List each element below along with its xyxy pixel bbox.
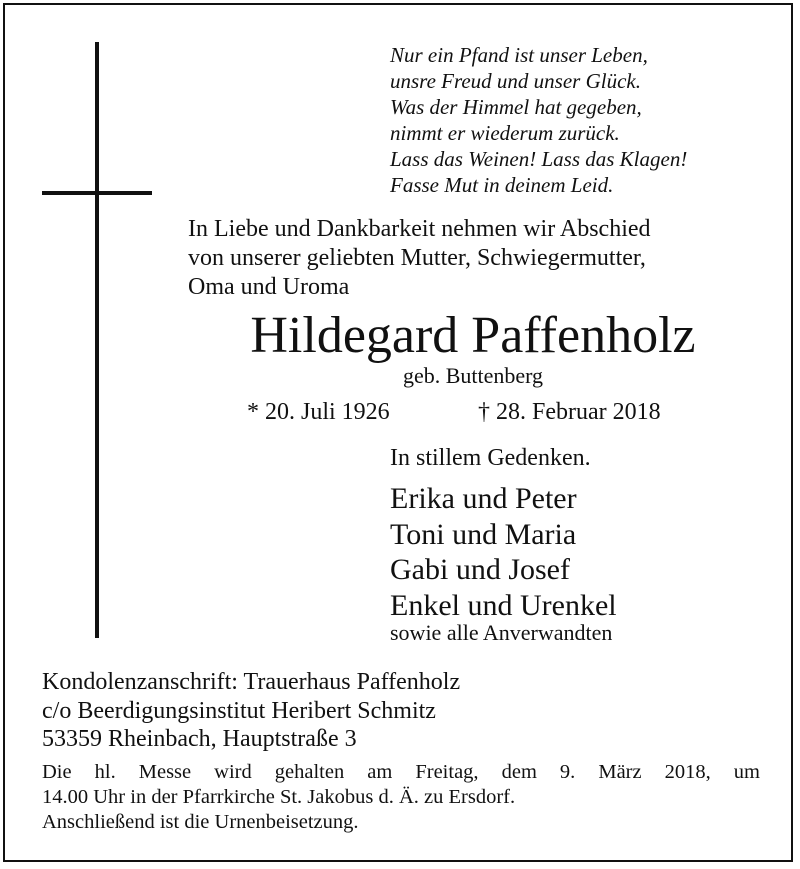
relatives-text: sowie alle Anverwandten: [390, 620, 613, 645]
intro-line: Oma und Uroma: [188, 274, 350, 300]
family-member: Gabi und Josef: [390, 553, 570, 586]
deceased-name: Hildegard Paffenholz: [250, 307, 696, 364]
birth-name: geb. Buttenberg: [402, 363, 544, 388]
poem-line: Lass das Weinen! Lass das Klagen!: [390, 147, 688, 171]
birth-date: * 20. Juli 1926: [247, 399, 390, 425]
family-member: Toni und Maria: [390, 517, 577, 551]
family-list: [390, 481, 617, 623]
intro-line: In Liebe und Dankbarkeit nehmen wir Abschied: [188, 216, 651, 242]
family-member: Enkel und Urenkel: [390, 588, 617, 622]
mass-line: Anschließend ist die Urnenbeisetzung.: [42, 811, 359, 833]
mass-line: 14.00 Uhr in der Pfarrkirche St. Jakobus d. Ä. zu Ersdorf.: [42, 786, 516, 808]
poem-line: Fasse Mut in deinem Leid.: [390, 173, 614, 197]
intro-text: [188, 215, 778, 302]
mass-notice: [42, 760, 760, 835]
address-line: Kondolenzanschrift: Trauerhaus Paffenholz: [42, 669, 461, 695]
cross-horizontal-bar: [42, 191, 152, 195]
poem: [390, 42, 780, 198]
death-date: † 28. Februar 2018: [478, 399, 661, 425]
poem-line: Was der Himmel hat gegeben,: [390, 95, 642, 119]
remembrance-text: In stillem Gedenken.: [390, 445, 591, 471]
condolence-address: [42, 668, 782, 754]
intro-line: von unserer geliebten Mutter, Schwiegermutter,: [188, 245, 646, 271]
mass-line: Die hl. Messe wird gehalten am Freitag, dem 9. März 2018, um: [42, 761, 760, 783]
poem-line: Nur ein Pfand ist unser Leben,: [390, 43, 648, 67]
poem-line: nimmt er wiederum zurück.: [390, 121, 620, 145]
address-line: 53359 Rheinbach, Hauptstraße 3: [42, 726, 357, 752]
poem-line: unsre Freud und unser Glück.: [390, 69, 641, 93]
family-member: Erika und Peter: [390, 482, 577, 515]
cross-vertical-bar: [95, 42, 99, 638]
address-line: c/o Beerdigungsinstitut Heribert Schmitz: [42, 697, 436, 724]
